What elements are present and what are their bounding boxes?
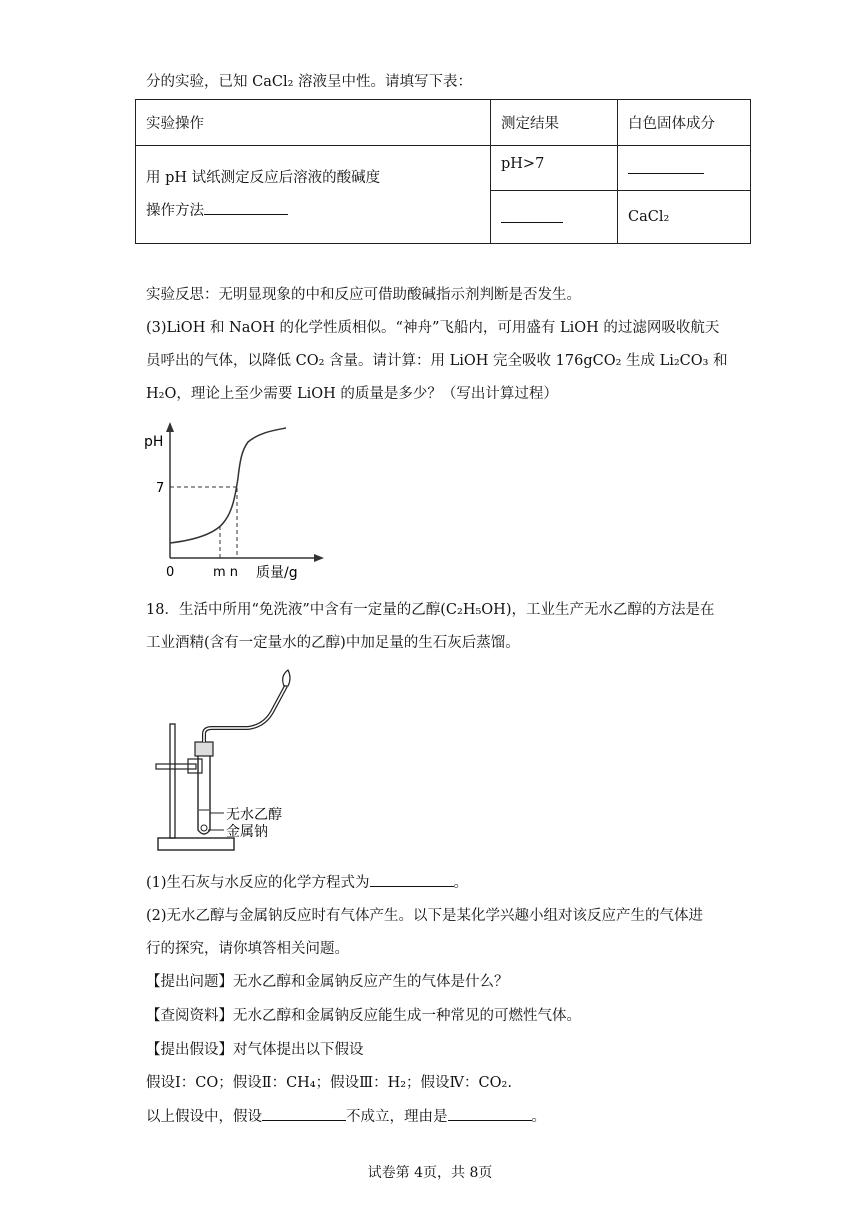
delivery-tube	[204, 686, 286, 742]
ph-curve	[170, 428, 286, 543]
q18-1-end: 。	[453, 875, 469, 891]
stand-rod	[170, 724, 175, 838]
hypothesis-blank[interactable]	[262, 1106, 346, 1121]
rubber-stopper	[195, 742, 213, 756]
sodium-piece	[201, 825, 207, 831]
q18-2-line-2: 行的探究，请你填答相关问题。	[146, 941, 349, 957]
table-header-solid: 白色固体成分	[618, 100, 751, 146]
x-axis-arrow-icon	[314, 554, 324, 562]
table-cell-result-1: pH>7	[491, 146, 618, 191]
conclusion-text-a: 以上假设中，假设	[146, 1109, 262, 1125]
y-axis-label: pH	[144, 434, 164, 450]
conclusion-text-b: 不成立，理由是	[346, 1109, 448, 1125]
table-cell-solid-1	[618, 146, 751, 191]
intro-line: 分的实验，已知 CaCl₂ 溶液呈中性。请填写下表：	[146, 74, 473, 90]
sodium-label: 金属钠	[226, 824, 268, 840]
reason-blank[interactable]	[448, 1106, 532, 1121]
test-tube	[198, 756, 210, 834]
equation-blank[interactable]	[370, 872, 454, 887]
table-cell-result-2	[491, 191, 618, 244]
hypothesis-step: 【提出假设】对气体提出以下假设	[146, 1042, 364, 1058]
q18-1-line	[146, 872, 468, 893]
clamp-arm	[156, 764, 196, 769]
operation-method-blank[interactable]	[204, 200, 288, 215]
y-mark-7: 7	[156, 481, 165, 496]
stand-base	[158, 838, 234, 850]
operation-line-2	[146, 200, 480, 221]
result-2-blank[interactable]	[501, 208, 563, 223]
q18-line-2: 工业酒精(含有一定量水的乙醇)中加足量的生石灰后蒸馏。	[146, 635, 520, 651]
reflection-line: 实验反思：无明显现象的中和反应可借助酸碱指示剂判断是否发生。	[146, 287, 581, 303]
data-step: 【查阅资料】无水乙醇和金属钠反应能生成一种常见的可燃性气体。	[146, 1008, 581, 1024]
table-cell-solid-2: CaCl₂	[618, 191, 751, 244]
apparatus-figure	[148, 668, 308, 858]
question-step: 【提出问题】无水乙醇和金属钠反应产生的气体是什么？	[146, 974, 509, 990]
operation-line-1: 用 pH 试纸测定反应后溶液的酸碱度	[146, 170, 381, 186]
x-marks-mn: m n	[213, 565, 239, 580]
flame-icon	[283, 670, 290, 686]
page-footer: 试卷第 4页，共 8页	[367, 1165, 493, 1181]
experiment-table	[135, 99, 751, 244]
y-axis-arrow-icon	[166, 422, 174, 432]
table-header-operation: 实验操作	[136, 100, 491, 146]
operation-method-label: 操作方法	[146, 203, 204, 219]
table-cell-operation	[136, 146, 491, 244]
ph-graph	[140, 418, 340, 588]
q3-line-1: (3)LiOH 和 NaOH 的化学性质相似。“神舟”飞船内，可用盛有 LiOH 的过滤网吸收航天	[146, 320, 720, 336]
q3-line-2: 员呼出的气体，以降低 CO₂ 含量。请计算：用 LiOH 完全吸收 176gCO₂ 生成 Li₂CO₃ 和	[146, 353, 728, 369]
hypotheses-line: 假设Ⅰ：CO；假设Ⅱ：CH₄；假设Ⅲ：H₂；假设Ⅳ：CO₂.	[146, 1075, 512, 1091]
q18-1-text: (1)生石灰与水反应的化学方程式为	[146, 875, 370, 891]
table-header-result: 测定结果	[491, 100, 618, 146]
q3-line-3: H₂O，理论上至少需要 LiOH 的质量是多少？（写出计算过程）	[146, 386, 558, 402]
q18-2-line-1: (2)无水乙醇与金属钠反应时有气体产生。以下是某化学兴趣小组对该反应产生的气体进	[146, 908, 704, 924]
x-axis-label: 质量/g	[256, 565, 298, 581]
q18-line-1: 18．生活中所用“免洗液”中含有一定量的乙醇(C₂H₅OH)，工业生产无水乙醇的方法是在	[146, 602, 715, 618]
conclusion-text-c: 。	[531, 1109, 546, 1125]
clamp-head	[188, 759, 202, 773]
conclusion-line	[146, 1106, 546, 1127]
ethanol-label: 无水乙醇	[226, 807, 282, 823]
solid-1-blank[interactable]	[628, 159, 704, 174]
origin-label: 0	[166, 565, 175, 580]
delivery-tube-inner	[204, 686, 286, 742]
